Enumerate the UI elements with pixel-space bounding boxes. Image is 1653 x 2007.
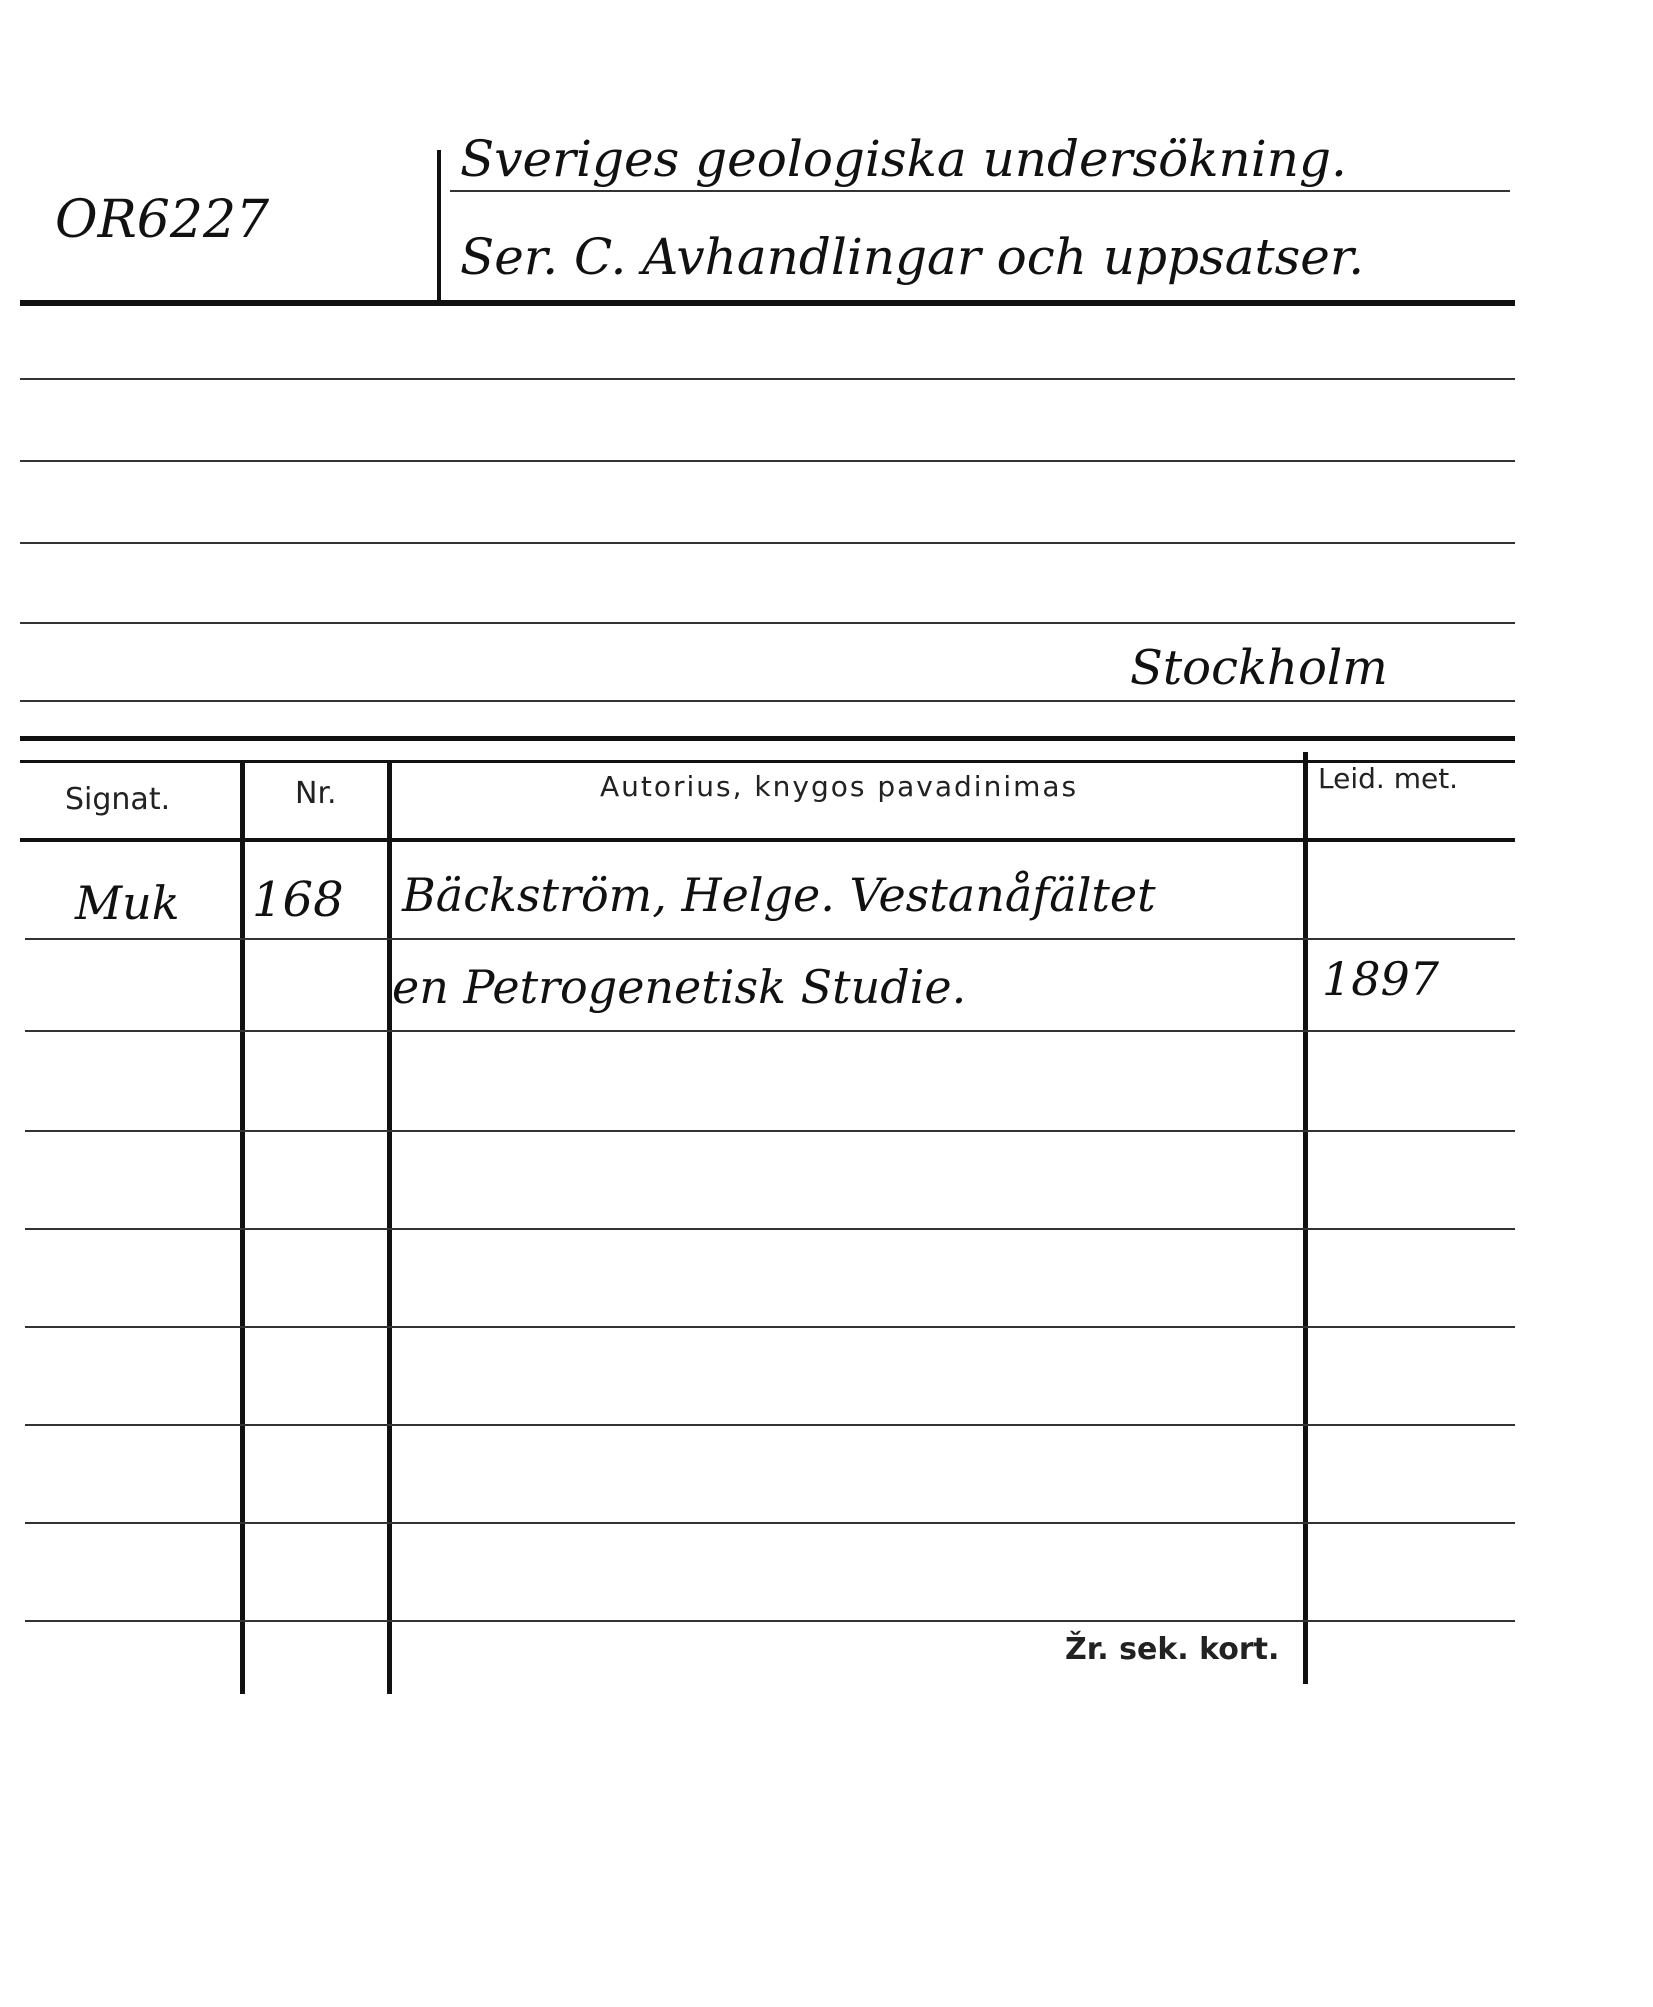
series-title-line-1: Sveriges geologiska undersökning. [460,130,1347,188]
title-bracket-line [437,150,441,305]
row-nr: 168 [252,872,344,928]
table-ruled-line [25,1030,1515,1032]
table-ruled-line [25,1228,1515,1230]
series-title-line-2: Ser. C. Avhandlingar och uppsatser. [460,228,1365,286]
header-separator [20,300,1515,306]
place-of-publication: Stockholm [1130,640,1388,696]
table-ruled-line [25,1620,1515,1622]
series-title-underline-1 [450,190,1510,192]
table-ruled-line [25,1130,1515,1132]
ruled-line [20,460,1515,462]
table-ruled-line [25,1522,1515,1524]
table-ruled-line [25,1326,1515,1328]
table-top-border [20,736,1515,741]
header-nr: Nr. [295,776,337,811]
header-title: Autorius, knygos pavadinimas [600,770,1079,803]
header-signat: Signat. [65,782,171,817]
row-title-line-2: en Petrogenetisk Studie. [392,960,967,1014]
ruled-line [20,378,1515,380]
row-title-line-1: Bäckström, Helge. Vestanåfältet [402,868,1156,922]
header-year: Leid. met. [1318,762,1459,795]
table-ruled-line [25,938,1515,940]
row-signat: Muk [75,876,180,930]
column-divider-3 [1303,752,1308,1684]
ruled-line [20,700,1515,702]
ruled-line [20,542,1515,544]
accession-number: OR6227 [55,190,270,250]
footer-note: Žr. sek. kort. [1065,1632,1280,1667]
table-ruled-line [25,1424,1515,1426]
ruled-line [20,622,1515,624]
row-year: 1897 [1322,952,1440,1006]
